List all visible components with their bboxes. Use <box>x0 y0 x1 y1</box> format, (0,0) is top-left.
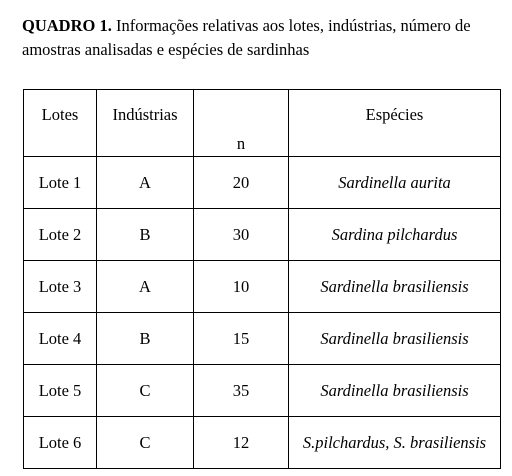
cell-industria: C <box>97 365 194 417</box>
sardine-lots-table <box>23 89 501 469</box>
cell-n: 35 <box>194 365 289 417</box>
table-row <box>24 157 501 209</box>
cell-industria: A <box>97 157 194 209</box>
header-industrias: Indústrias <box>97 90 194 157</box>
cell-especie: Sardinella brasiliensis <box>289 261 501 313</box>
cell-industria: B <box>97 209 194 261</box>
cell-lote: Lote 1 <box>24 157 97 209</box>
cell-especie: S.pilchardus, S. brasiliensis <box>289 417 501 469</box>
cell-lote: Lote 6 <box>24 417 97 469</box>
cell-n: 20 <box>194 157 289 209</box>
header-row <box>24 90 501 157</box>
table-row <box>24 365 501 417</box>
header-especies: Espécies <box>289 90 501 157</box>
cell-especie: Sardinella brasiliensis <box>289 313 501 365</box>
cell-industria: B <box>97 313 194 365</box>
cell-lote: Lote 3 <box>24 261 97 313</box>
table-row <box>24 417 501 469</box>
header-lotes: Lotes <box>24 90 97 157</box>
cell-n: 10 <box>194 261 289 313</box>
table-row <box>24 313 501 365</box>
cell-n: 15 <box>194 313 289 365</box>
cell-n: 30 <box>194 209 289 261</box>
cell-lote: Lote 4 <box>24 313 97 365</box>
cell-especie: Sardina pilchardus <box>289 209 501 261</box>
table-row <box>24 261 501 313</box>
table-caption <box>22 14 506 62</box>
header-n: n <box>194 90 289 157</box>
cell-lote: Lote 2 <box>24 209 97 261</box>
cell-lote: Lote 5 <box>24 365 97 417</box>
cell-especie: Sardinella brasiliensis <box>289 365 501 417</box>
table-row <box>24 209 501 261</box>
caption-label: QUADRO 1. <box>22 16 112 35</box>
caption-text: Informações relativas aos lotes, indústrias, número de amostras analisadas e espécies de sardinhas <box>22 16 471 59</box>
cell-industria: A <box>97 261 194 313</box>
cell-industria: C <box>97 417 194 469</box>
cell-n: 12 <box>194 417 289 469</box>
cell-especie: Sardinella aurita <box>289 157 501 209</box>
